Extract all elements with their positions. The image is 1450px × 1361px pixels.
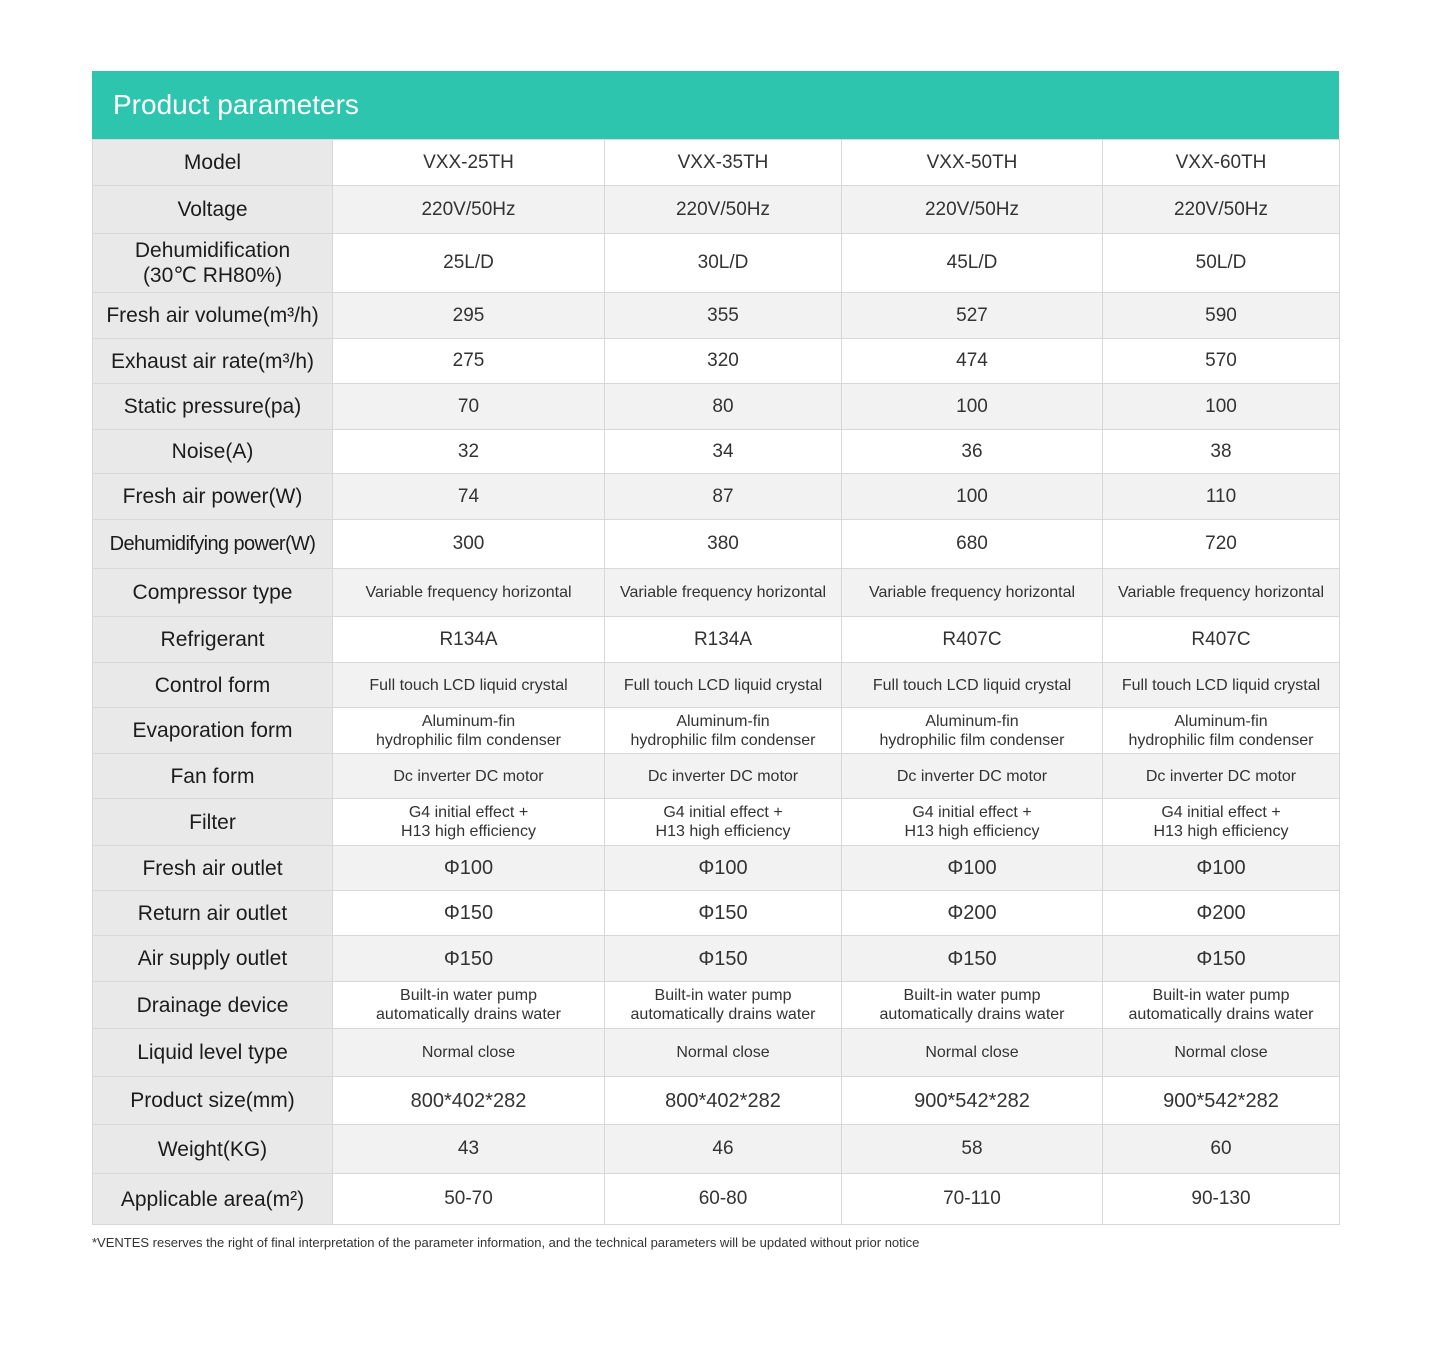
table-cell-text: Aluminum-fin (925, 712, 1019, 730)
table-cell (605, 430, 842, 474)
table-cell (333, 1029, 605, 1077)
table-cell (333, 982, 605, 1029)
table-cell-text: 680 (956, 533, 988, 554)
table-row (93, 982, 1340, 1029)
table-cell-text: 60 (1210, 1138, 1232, 1159)
table-cell-text: automatically drains water (376, 1006, 561, 1023)
table-cell-text: 70-110 (943, 1188, 1001, 1209)
row-label (93, 891, 333, 936)
table-cell (1103, 799, 1340, 846)
table-cell-text: 80 (712, 395, 734, 417)
table-cell (333, 234, 605, 293)
table-cell-text: 800*402*282 (410, 1089, 527, 1112)
row-label-text: Fresh air outlet (142, 856, 283, 880)
table-cell-text: Aluminum-fin (676, 712, 770, 730)
table-cell-text: hydrophilic film condenser (630, 731, 816, 749)
table-cell (605, 708, 842, 754)
table-row (93, 708, 1340, 754)
table-cell-text: 220V/50Hz (924, 198, 1019, 220)
table-cell (842, 1029, 1103, 1077)
table-cell-text: Variable frequency horizontal (365, 584, 572, 601)
table-cell (842, 569, 1103, 617)
table-row (93, 339, 1340, 384)
row-label-text: Weight(KG) (157, 1137, 268, 1161)
table-cell-text: Φ150 (698, 902, 748, 924)
table-cell (605, 520, 842, 569)
table-cell-text: hydrophilic film condenser (1128, 731, 1314, 749)
table-cell (605, 846, 842, 891)
row-label-text: Return air outlet (137, 901, 288, 925)
table-row (93, 520, 1340, 569)
table-cell (333, 520, 605, 569)
table-cell (605, 1125, 842, 1174)
table-cell-text: Built-in water pump (1152, 987, 1290, 1004)
table-cell (1103, 1125, 1340, 1174)
table-cell-text: R407C (1191, 628, 1251, 650)
table-cell-text: Built-in water pump (903, 987, 1041, 1004)
table-cell (605, 569, 842, 617)
table-cell (842, 384, 1103, 430)
table-row (93, 799, 1340, 846)
table-cell-text: Φ150 (698, 947, 748, 970)
table-cell-text: R134A (439, 628, 498, 650)
table-cell-text: R407C (942, 628, 1002, 650)
table-cell (333, 936, 605, 982)
table-cell (1103, 569, 1340, 617)
table-cell-text: 275 (452, 350, 485, 371)
table-cell (842, 520, 1103, 569)
table-cell-text: 355 (707, 304, 739, 326)
table-cell-text: Variable frequency horizontal (1117, 584, 1325, 601)
row-label-text: Air supply outlet (137, 947, 288, 970)
table-cell-text: Φ100 (443, 857, 494, 879)
table-cell-text: Dc inverter DC motor (647, 767, 799, 785)
table-cell (842, 293, 1103, 339)
table-cell-text: Built-in water pump (654, 987, 792, 1004)
table-cell (333, 663, 605, 708)
table-cell-text: Dc inverter DC motor (1145, 767, 1297, 785)
table-row (93, 891, 1340, 936)
table-cell-text: 90-130 (1191, 1188, 1251, 1209)
table-cell-text: VXX-35TH (677, 151, 769, 173)
table-cell (333, 891, 605, 936)
spec-table (92, 139, 1340, 1225)
table-cell (333, 569, 605, 617)
table-cell-text: H13 high efficiency (401, 823, 536, 840)
row-label (93, 754, 333, 799)
table-row (93, 1077, 1340, 1125)
row-label (93, 1125, 333, 1174)
row-label-text: Product size(mm) (130, 1089, 295, 1112)
table-cell-text: G4 initial effect + (663, 804, 783, 821)
table-cell-text: Built-in water pump (400, 987, 537, 1004)
table-cell-text: G4 initial effect + (1161, 804, 1281, 821)
table-cell-text: Aluminum-fin (421, 712, 516, 730)
row-label (93, 384, 333, 430)
table-cell-text: 570 (1205, 350, 1237, 371)
page-title: Product parameters (113, 89, 359, 120)
row-label-text: Noise(A) (171, 440, 254, 463)
table-cell-text: 50-70 (444, 1188, 493, 1209)
table-cell (842, 982, 1103, 1029)
table-row (93, 1029, 1340, 1077)
table-cell (605, 293, 842, 339)
table-cell-text: R134A (693, 628, 753, 650)
table-cell (333, 186, 605, 234)
table-row (93, 293, 1340, 339)
table-cell (605, 339, 842, 384)
table-cell (1103, 140, 1340, 186)
table-cell (842, 430, 1103, 474)
table-cell-text: hydrophilic film condenser (376, 731, 561, 749)
table-cell (333, 1077, 605, 1125)
table-cell-text: 25L/D (443, 252, 494, 273)
table-cell (333, 754, 605, 799)
table-cell-text: 110 (1205, 485, 1237, 507)
table-cell-text: 32 (457, 440, 480, 462)
row-label (93, 936, 333, 982)
table-row (93, 846, 1340, 891)
row-label-text: Refrigerant (160, 628, 265, 651)
table-cell-text: 320 (707, 350, 739, 371)
table-cell (605, 799, 842, 846)
table-cell (1103, 474, 1340, 520)
row-label-text: Voltage (177, 198, 248, 221)
row-label-text: Fan form (170, 764, 255, 788)
table-cell-text: Φ200 (947, 902, 997, 924)
row-label (93, 430, 333, 474)
table-cell (605, 186, 842, 234)
table-cell-text: Variable frequency horizontal (868, 584, 1076, 601)
table-cell-text: 100 (956, 395, 988, 417)
table-cell-text: VXX-50TH (926, 151, 1018, 173)
table-cell-text: automatically drains water (879, 1006, 1065, 1023)
table-cell (1103, 430, 1340, 474)
table-cell-text: 220V/50Hz (421, 198, 516, 220)
table-cell (605, 617, 842, 663)
table-cell-text: 30L/D (697, 252, 749, 273)
table-cell (1103, 186, 1340, 234)
table-cell-text: Φ100 (698, 857, 748, 879)
row-label-text: Evaporation form (132, 719, 293, 742)
table-cell-text: Normal close (421, 1044, 516, 1061)
row-label-text: Fresh air power(W) (122, 485, 303, 508)
table-cell-text: 43 (457, 1138, 480, 1159)
row-label (93, 339, 333, 384)
table-cell-text: G4 initial effect + (912, 804, 1032, 821)
row-label (93, 663, 333, 708)
footnote: *VENTES reserves the right of final interpretation of the parameter information, and the technical parameters will be updated without prior notice (92, 1235, 920, 1250)
row-label (93, 520, 333, 569)
table-cell-text: 38 (1210, 440, 1232, 462)
table-cell (605, 140, 842, 186)
table-cell (842, 617, 1103, 663)
table-cell (842, 891, 1103, 936)
table-cell (842, 1174, 1103, 1225)
table-cell (333, 1125, 605, 1174)
table-cell-text: Φ150 (443, 947, 494, 970)
table-cell (1103, 846, 1340, 891)
table-cell (605, 1174, 842, 1225)
table-cell (1103, 293, 1340, 339)
table-cell-text: 36 (961, 440, 983, 462)
table-cell-text: 58 (961, 1138, 983, 1159)
table-row (93, 140, 1340, 186)
table-cell (333, 1174, 605, 1225)
table-row (93, 474, 1340, 520)
row-label-text: Exhaust air rate(m³/h) (110, 349, 315, 373)
table-cell-text: VXX-25TH (423, 151, 514, 173)
row-label (93, 708, 333, 754)
table-cell-text: 45L/D (946, 252, 998, 273)
table-cell-text: Φ100 (947, 857, 997, 879)
table-cell-text: H13 high efficiency (904, 823, 1040, 840)
table-cell-text: 295 (452, 304, 485, 326)
table-cell-text: H13 high efficiency (655, 823, 791, 840)
table-cell-text: 900*542*282 (1163, 1089, 1279, 1112)
table-cell (842, 140, 1103, 186)
table-cell (842, 186, 1103, 234)
table-cell-text: Φ100 (1196, 857, 1246, 879)
row-label-text: Fresh air volume(m³/h) (106, 304, 319, 327)
table-cell (1103, 982, 1340, 1029)
row-label-text: Filter (189, 810, 236, 834)
table-cell (842, 846, 1103, 891)
table-cell (605, 663, 842, 708)
table-cell-text: 60-80 (698, 1188, 748, 1209)
table-cell (842, 936, 1103, 982)
table-cell-text: H13 high efficiency (1153, 823, 1289, 840)
table-cell-text: Dc inverter DC motor (896, 767, 1048, 785)
row-label-text: Control form (154, 673, 271, 697)
table-cell (842, 799, 1103, 846)
row-label (93, 293, 333, 339)
table-cell-text: Full touch LCD liquid crystal (623, 676, 823, 694)
table-row (93, 186, 1340, 234)
table-cell-text: 87 (712, 485, 734, 507)
table-row (93, 617, 1340, 663)
table-cell-text: Φ150 (443, 902, 494, 924)
table-cell-text: 100 (1205, 395, 1237, 417)
row-label-text: Dehumidification (134, 239, 291, 262)
table-cell-text: 220V/50Hz (675, 198, 770, 220)
table-cell (1103, 384, 1340, 430)
table-cell-text: hydrophilic film condenser (879, 731, 1065, 749)
table-cell-text: 220V/50Hz (1173, 198, 1268, 220)
table-cell-text: 70 (457, 395, 480, 417)
table-cell (1103, 1029, 1340, 1077)
table-cell-text: automatically drains water (630, 1006, 816, 1023)
table-cell (1103, 936, 1340, 982)
table-cell (605, 891, 842, 936)
table-cell (1103, 339, 1340, 384)
row-label-text: Applicable area(m²) (120, 1187, 305, 1211)
table-cell (605, 474, 842, 520)
table-cell (605, 936, 842, 982)
row-label (93, 1174, 333, 1225)
table-cell (842, 234, 1103, 293)
table-cell (842, 1125, 1103, 1174)
table-cell-text: 720 (1205, 533, 1237, 554)
row-label (93, 617, 333, 663)
table-cell-text: Normal close (1174, 1044, 1268, 1061)
table-row (93, 936, 1340, 982)
row-label (93, 982, 333, 1029)
table-cell-text: 590 (1205, 304, 1237, 326)
table-cell (1103, 708, 1340, 754)
table-row (93, 569, 1340, 617)
table-cell-text: Dc inverter DC motor (393, 767, 544, 785)
row-label (93, 186, 333, 234)
row-label-text: Compressor type (132, 581, 293, 604)
table-cell-text: Full touch LCD liquid crystal (369, 676, 568, 694)
table-cell-text: Φ200 (1196, 902, 1246, 924)
table-cell-text: G4 initial effect + (408, 804, 529, 821)
table-cell-text: 50L/D (1195, 252, 1247, 273)
table-cell (842, 474, 1103, 520)
table-cell (842, 708, 1103, 754)
table-cell (1103, 234, 1340, 293)
table-cell-text: Φ150 (1196, 947, 1246, 970)
table-cell-text: 474 (956, 350, 988, 371)
row-label-text: Dehumidifying power(W) (109, 532, 316, 555)
table-cell (842, 754, 1103, 799)
row-label (93, 1077, 333, 1125)
row-label (93, 1029, 333, 1077)
table-cell (1103, 663, 1340, 708)
row-label-text: (30℃ RH80%) (142, 264, 283, 287)
table-row (93, 384, 1340, 430)
table-cell-text: 300 (452, 533, 485, 554)
table-row (93, 1174, 1340, 1225)
row-label-text: Drainage device (136, 993, 289, 1017)
row-label (93, 140, 333, 186)
table-row (93, 430, 1340, 474)
table-cell-text: 800*402*282 (665, 1089, 781, 1112)
table-row (93, 1125, 1340, 1174)
table-cell (333, 617, 605, 663)
table-cell-text: Aluminum-fin (1174, 712, 1268, 730)
table-cell (605, 384, 842, 430)
table-cell (333, 799, 605, 846)
table-cell (842, 1077, 1103, 1125)
table-cell-text: automatically drains water (1128, 1006, 1314, 1023)
table-cell (1103, 1174, 1340, 1225)
table-row (93, 754, 1340, 799)
table-cell-text: Variable frequency horizontal (619, 584, 827, 601)
table-cell-text: 527 (956, 304, 988, 326)
table-cell (605, 1029, 842, 1077)
table-cell-text: 380 (707, 533, 739, 554)
spec-table-body (93, 140, 1340, 1225)
table-cell-text: Full touch LCD liquid crystal (1121, 676, 1321, 694)
table-cell-text: 100 (956, 485, 988, 507)
table-row (93, 663, 1340, 708)
table-cell (605, 754, 842, 799)
table-cell (1103, 1077, 1340, 1125)
table-cell (1103, 617, 1340, 663)
table-cell (333, 384, 605, 430)
table-cell-text: 34 (712, 440, 734, 462)
table-row (93, 234, 1340, 293)
row-label (93, 569, 333, 617)
row-label-text: Liquid level type (137, 1041, 288, 1064)
table-cell-text: Full touch LCD liquid crystal (872, 676, 1072, 694)
table-cell (1103, 754, 1340, 799)
table-cell-text: 74 (457, 485, 480, 507)
row-label-text: Model (183, 151, 242, 174)
table-cell (333, 846, 605, 891)
row-label (93, 474, 333, 520)
row-label (93, 846, 333, 891)
table-cell-text: 900*542*282 (914, 1089, 1030, 1112)
table-cell-text: Normal close (925, 1044, 1019, 1061)
table-cell-text: VXX-60TH (1175, 151, 1267, 173)
table-cell (605, 234, 842, 293)
table-cell (333, 140, 605, 186)
table-cell (842, 339, 1103, 384)
table-cell (605, 1077, 842, 1125)
row-label (93, 234, 333, 293)
row-label (93, 799, 333, 846)
table-cell (333, 430, 605, 474)
table-cell (333, 708, 605, 754)
table-cell (842, 663, 1103, 708)
table-cell (333, 474, 605, 520)
table-cell (1103, 520, 1340, 569)
table-cell (1103, 891, 1340, 936)
header-bar (92, 71, 1339, 139)
table-cell (333, 293, 605, 339)
table-cell (605, 982, 842, 1029)
row-label-text: Static pressure(pa) (123, 395, 302, 418)
table-cell-text: 46 (712, 1138, 734, 1159)
table-cell (333, 339, 605, 384)
table-cell-text: Normal close (676, 1044, 770, 1061)
table-cell-text: Φ150 (947, 947, 997, 970)
